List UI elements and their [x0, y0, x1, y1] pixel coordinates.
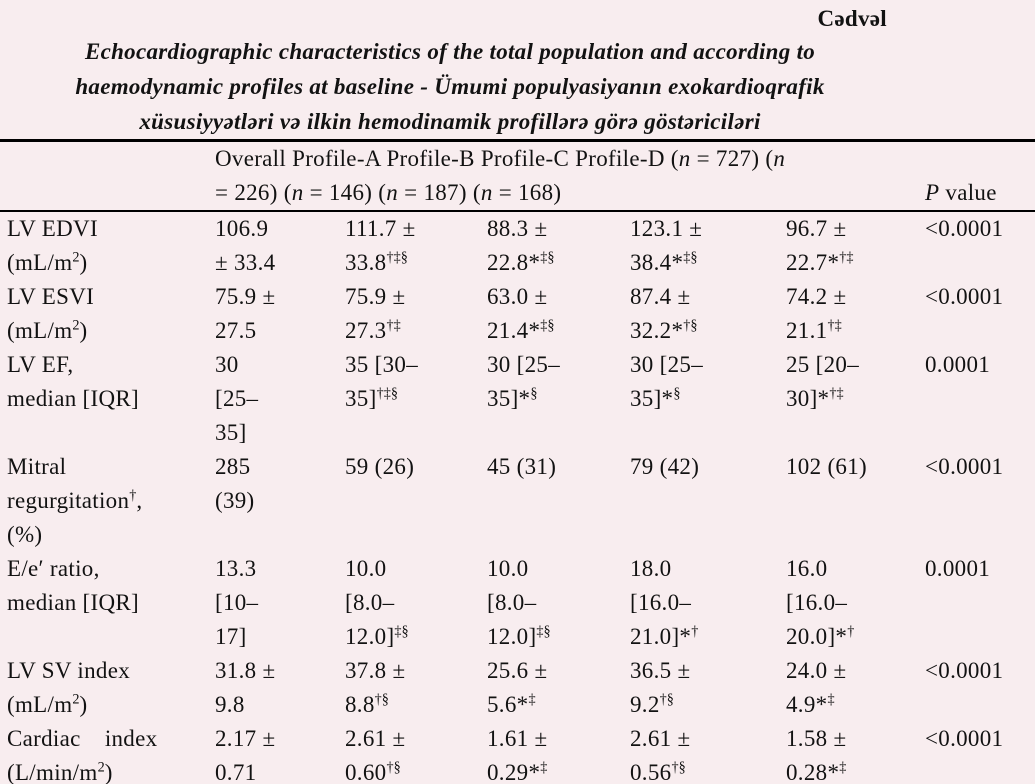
- cell-profile_d: 24.0 ± 4.9*‡: [786, 658, 847, 717]
- cell-label: LV EDVI $(mL/m^2)$: [7, 216, 98, 275]
- header-p-value-cell: P value: [925, 180, 997, 205]
- title-line: Echocardiographic characteristics of the total population and according to: [84, 39, 816, 64]
- cell-profile_a: 75.9 ± 27.3†‡: [345, 284, 406, 343]
- cell-label: LV EF, median [IQR]: [7, 352, 139, 411]
- cell-profile_b: 30 [25– 35]*§: [487, 352, 561, 411]
- cell-profile_a: 2.61 ± 0.60†§: [345, 726, 406, 784]
- cell-profile_d: 74.2 ± 21.1†‡: [786, 284, 847, 343]
- cell-profile_d: 25 [20– 30]*†‡: [786, 352, 860, 411]
- table-header-row: [0, 139, 1035, 212]
- cell-overall: 106.9 ± 33.4: [215, 216, 276, 275]
- cell-overall: 2.17 ± 0.71: [215, 726, 276, 784]
- table-row: [0, 280, 1035, 348]
- header-group-cell: Overall Profile-A Profile-B Profile-C Profile-D (n = 727) (n = 226) (n = 146) (n = 187) (n = 168): [215, 146, 786, 205]
- cell-p_value: <0.0001: [925, 658, 1004, 683]
- cell-profile_b: 10.0 [8.0– 12.0]‡§: [487, 556, 551, 649]
- cell-profile_b: 45 (31): [487, 454, 557, 479]
- cell-profile_a: 111.7 ± 33.8†‡§: [345, 216, 416, 275]
- cell-label: Cardiac index $(L/\min/m^2)$: [7, 726, 158, 784]
- table-row: [0, 348, 1035, 450]
- table-body: [0, 212, 1035, 784]
- cell-profile_d: 1.58 ± 0.28*‡: [786, 726, 847, 784]
- cell-profile_c: 36.5 ± 9.2†§: [630, 658, 691, 717]
- cell-profile_c: 30 [25– 35]*§: [630, 352, 704, 411]
- cell-profile_c: 79 (42): [630, 454, 700, 479]
- cell-profile_b: 1.61 ± 0.29*‡: [487, 726, 548, 784]
- cell-profile_c: 123.1 ± 38.4*‡§: [630, 216, 703, 275]
- cell-label: LV SV index $(mL/m^2)$: [7, 658, 131, 717]
- cell-profile_d: 102 (61): [786, 454, 867, 479]
- table-row: [0, 654, 1035, 722]
- cell-p_value: <0.0001: [925, 454, 1004, 479]
- cell-label: LV ESVI $(mL/m^2)$: [7, 284, 95, 343]
- table-row: [0, 722, 1035, 784]
- table-row: [0, 450, 1035, 552]
- cell-profile_c: 87.4 ± 32.2*†§: [630, 284, 698, 343]
- cell-label: E/e′ ratio, median [IQR]: [7, 556, 139, 615]
- table-row: [0, 552, 1035, 654]
- cell-profile_d: 96.7 ± 22.7*†‡: [786, 216, 854, 275]
- cell-profile_a: 10.0 [8.0– 12.0]‡§: [345, 556, 409, 649]
- title-line: haemodynamic profiles at baseline - Ümumi populyasiyanın exokardioqrafik: [75, 74, 825, 99]
- cell-p_value: 0.0001: [925, 556, 991, 581]
- cell-profile_b: 88.3 ± 22.8*‡§: [487, 216, 555, 275]
- cell-overall: 75.9 ± 27.5: [215, 284, 276, 343]
- cell-profile_a: 37.8 ± 8.8†§: [345, 658, 406, 717]
- cell-p_value: <0.0001: [925, 726, 1004, 751]
- title-line: xüsusiyyətləri və ilkin hemodinamik profillərə görə göstəriciləri: [139, 109, 761, 134]
- cell-overall: 31.8 ± 9.8: [215, 658, 276, 717]
- cell-profile_c: 18.0 [16.0– 21.0]*†: [630, 556, 699, 649]
- cell-profile_b: 25.6 ± 5.6*‡: [487, 658, 548, 717]
- cell-profile_d: 16.0 [16.0– 20.0]*†: [786, 556, 855, 649]
- cell-overall: 13.3 [10– 17]: [215, 556, 259, 649]
- table-row: [0, 212, 1035, 280]
- cell-p_value: <0.0001: [925, 216, 1004, 241]
- table-title: [0, 34, 900, 139]
- cell-p_value: 0.0001: [925, 352, 991, 377]
- cell-overall: 30 [25– 35]: [215, 352, 259, 445]
- cell-profile_c: 2.61 ± 0.56†§: [630, 726, 691, 784]
- cell-profile_b: 63.0 ± 21.4*‡§: [487, 284, 555, 343]
- cell-profile_a: 59 (26): [345, 454, 415, 479]
- cell-profile_a: 35 [30– 35]†‡§: [345, 352, 419, 411]
- cell-p_value: <0.0001: [925, 284, 1004, 309]
- cell-label: Mitral regurgitation†, (%): [7, 454, 143, 547]
- table-caption-label: Cədvəl: [817, 6, 887, 31]
- cell-overall: 285 (39): [215, 454, 255, 513]
